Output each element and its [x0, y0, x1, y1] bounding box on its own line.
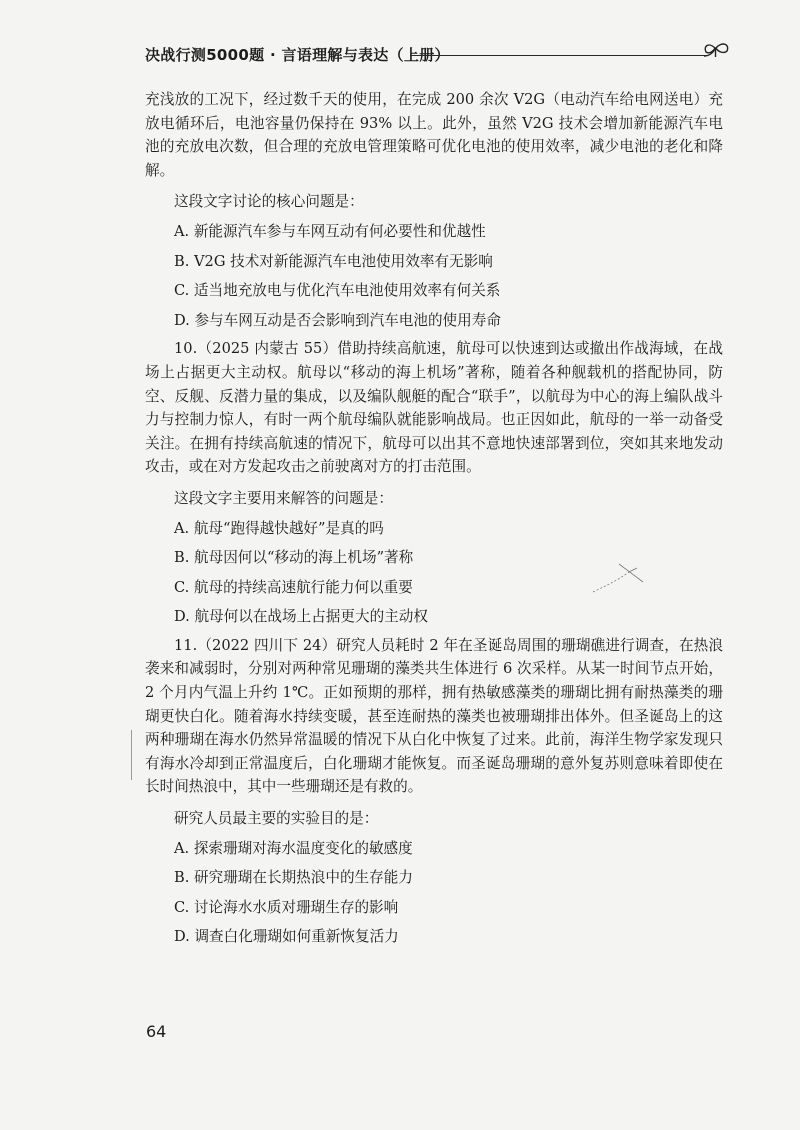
header-rule — [410, 55, 708, 56]
q10-option-d: D. 航母何以在战场上占据更大的主动权 — [174, 608, 428, 626]
passage-continued: 充浅放的工况下，经过数千天的使用，在完成 200 余次 V2G（电动汽车给电网送电）充放电循环后，电池容量仍保持在 93% 以上。此外，虽然 V2G 技术会增加新能源汽车电池的充放电次数，但合理的充放电管理策略可优化电池的使用效率，减少电池的老化和降解。 — [145, 91, 723, 179]
q10-passage: 10.（2025 内蒙古 55）借助持续高航速，航母可以快速到达或撤出作战海域，在战场上占据更大主动权。航母以“移动的海上机场”著称，随着各种舰载机的搭配协同，防空、反舰、反潜力量的集成，以及编队舰艇的配合“联手”，以航母为中心的海上编队战斗力与控制力惊人，有时一两个航母编队就能影响战局。也正因如此，航母的一举一动备受关注。在拥有持续高航速的情况下，航母可以出其不意地快速部署到位，突如其来地发动攻击，或在对方发起攻击之前驶离对方的打击范围。 — [145, 340, 723, 476]
sprout-icon — [700, 40, 732, 68]
q11-option-a: A. 探索珊瑚对海水温度变化的敏感度 — [174, 839, 413, 857]
q11-option-c: C. 讨论海水水质对珊瑚生存的影响 — [174, 898, 399, 916]
q10-option-a: A. 航母“跑得越快越好”是真的吗 — [174, 519, 384, 537]
q10-option-b: B. 航母因何以“移动的海上机场”著称 — [174, 549, 414, 567]
q9-option-a: A. 新能源汽车参与车网互动有何必要性和优越性 — [174, 222, 486, 240]
running-header — [145, 40, 730, 70]
q11-stem: 研究人员最主要的实验目的是： — [174, 810, 379, 828]
q10-option-c: C. 航母的持续高速航行能力何以重要 — [174, 578, 413, 596]
q10-stem: 这段文字主要用来解答的问题是： — [174, 489, 393, 507]
q9-option-d: D. 参与车网互动是否会影响到汽车电池的使用寿命 — [174, 311, 501, 329]
book-title: 决战行测5000题 · 言语理解与表达（上册） — [145, 46, 450, 64]
q9-stem: 这段文字讨论的核心问题是： — [174, 193, 364, 211]
q11-option-d: D. 调查白化珊瑚如何重新恢复活力 — [174, 928, 399, 946]
page-number: 64 — [146, 1022, 167, 1041]
q11-passage: 11.（2022 四川下 24）研究人员耗时 2 年在圣诞岛周围的珊瑚礁进行调查，在热浪袭来和减弱时，分别对两种常见珊瑚的藻类共生体进行 6 次采样。从某一时间节点开始，2 个月内气温上升约 1℃。正如预期的那样，拥有热敏感藻类的珊瑚比拥有耐热藻类的珊瑚更快白化。随着海水持续变暖，甚至连耐热的藻类也被珊瑚排出体外。但圣诞岛上的这两种珊瑚在海水仍然异常温暖的情况下从白化中恢复了过来。此前，海洋生物学家发现只有海水冷却到正常温度后，白化珊瑚才能恢复。而圣诞岛珊瑚的意外复苏则意味着即使在长时间热浪中，其中一些珊瑚还是有救的。 — [145, 636, 723, 796]
margin-mark — [131, 730, 132, 780]
q11-option-b: B. 研究珊瑚在长期热浪中的生存能力 — [174, 869, 413, 887]
q9-option-c: C. 适当地充放电与优化汽车电池使用效率有何关系 — [174, 282, 501, 300]
page-content — [145, 88, 723, 949]
pencil-scribble — [585, 558, 655, 598]
q9-option-b: B. V2G 技术对新能源汽车电池使用效率有无影响 — [174, 252, 493, 270]
